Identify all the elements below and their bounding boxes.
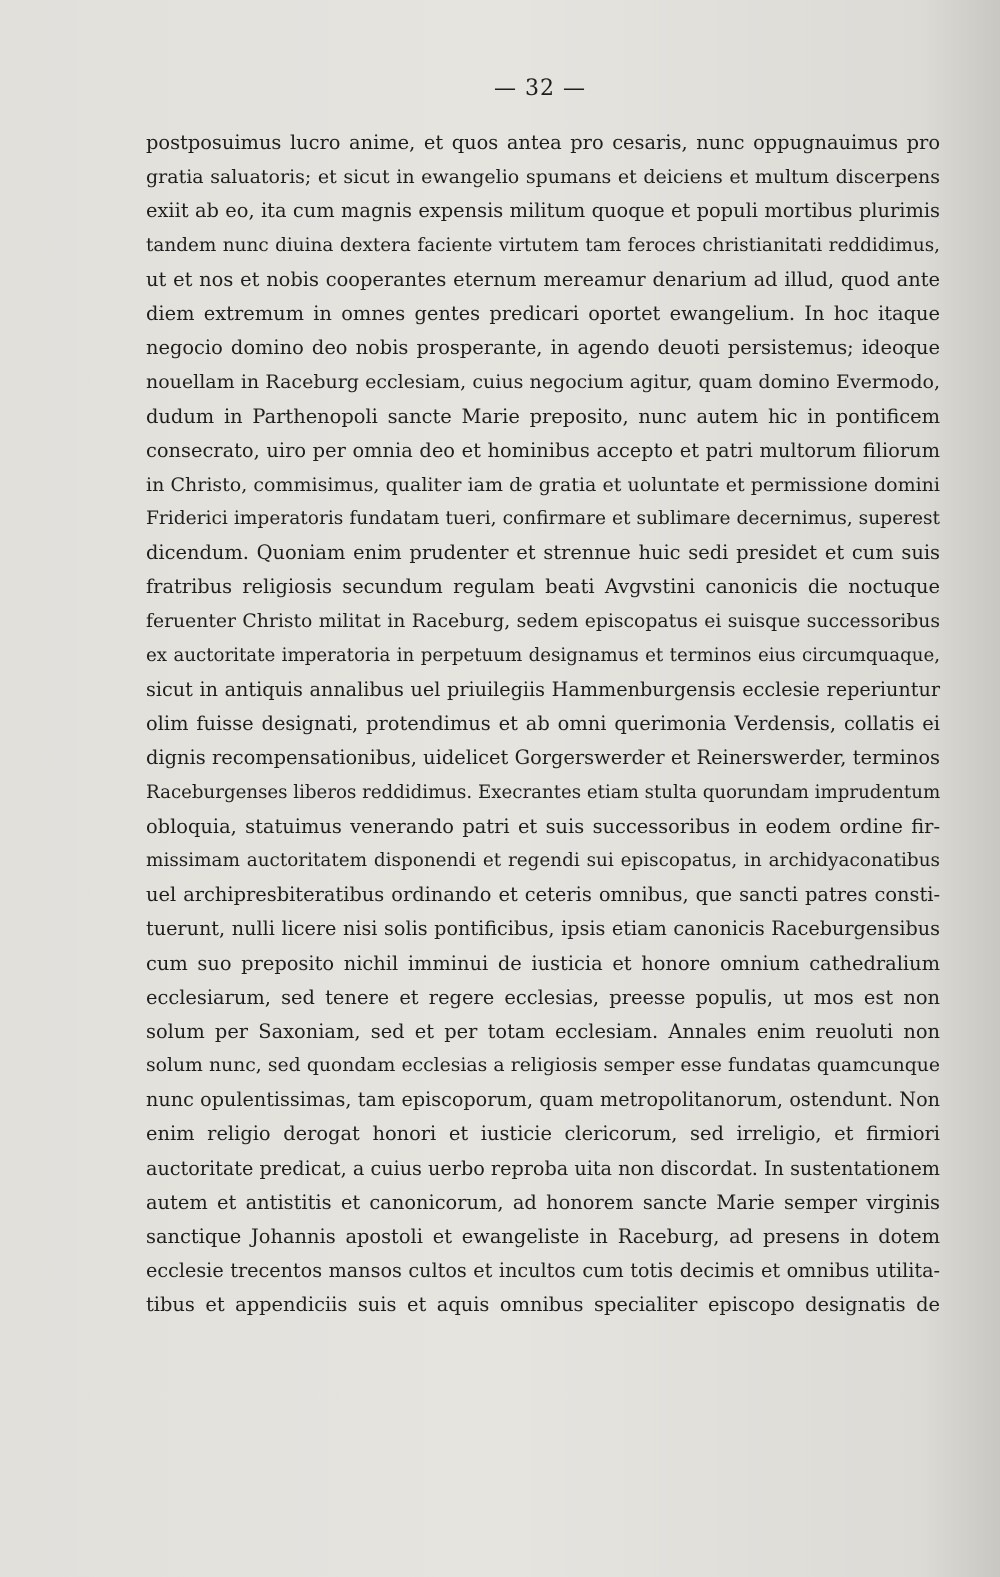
text-line: olim fuisse designati, protendimus et ab omni querimonia Verdensis, collatis ei: [146, 712, 940, 736]
text-line: ecclesie trecentos mansos cultos et incultos cum totis decimis et omnibus utilita-: [146, 1259, 940, 1283]
text-line: feruenter Christo militat in Raceburg, sedem episcopatus ei suisque successoribus: [146, 610, 940, 632]
text-line: solum nunc, sed quondam ecclesias a religiosis semper esse fundatas quamcunque: [146, 1055, 940, 1077]
text-line: Raceburgenses liberos reddidimus. Execrantes etiam stulta quorundam imprudentum: [146, 781, 941, 803]
text-line: consecrato, uiro per omnia deo et hominibus accepto et patri multorum filiorum: [146, 438, 940, 462]
text-line: dudum in Parthenopoli sancte Marie preposito, nunc autem hic in pontificem: [146, 404, 940, 428]
text-line: gratia saluatoris; et sicut in ewangelio spumans et deiciens et multum discerpens: [146, 166, 940, 189]
text-line: sanctique Johannis apostoli et ewangeliste in Raceburg, ad presens in dotem: [146, 1225, 940, 1248]
text-line: autem et antistitis et canonicorum, ad honorem sancte Marie semper virginis: [146, 1190, 940, 1214]
text-line: solum per Saxoniam, sed et per totam ecclesiam. Annales enim reuoluti non: [146, 1019, 940, 1043]
text-line: postposuimus lucro anime, et quos antea pro cesaris, nunc oppugnauimus pro: [146, 131, 940, 154]
text-line: nouellam in Raceburg ecclesiam, cuius negocium agitur, quam domino Evermodo,: [146, 371, 940, 394]
text-line: ex auctoritate imperatoria in perpetuum designamus et terminos eius circumquaque,: [146, 644, 940, 666]
text-line: ecclesiarum, sed tenere et regere ecclesias, preesse populis, ut mos est non: [146, 985, 940, 1009]
text-line: in Christo, commisimus, qualiter iam de gratia et uoluntate et permissione domini: [146, 473, 940, 496]
text-line: uel archipresbiteratibus ordinando et ceteris omnibus, que sancti patres consti-: [146, 883, 940, 907]
text-line: tibus et appendiciis suis et aquis omnibus specialiter episcopo designatis de: [146, 1293, 940, 1317]
page-number: — 32 —: [494, 76, 586, 101]
text-line: cum suo preposito nichil imminui de iusticia et honore omnium cathedralium: [146, 951, 940, 975]
text-line: dicendum. Quoniam enim prudenter et strennue huic sedi presidet et cum suis: [146, 541, 940, 565]
text-line: obloquia, statuimus venerando patri et suis successoribus in eodem ordine fir-: [146, 814, 940, 838]
text-line: negocio domino deo nobis prosperante, in agendo deuoti persistemus; ideoque: [146, 336, 940, 360]
body-text: [146, 126, 940, 1323]
text-line: tuerunt, nulli licere nisi solis pontificibus, ipsis etiam canonicis Raceburgensibus: [146, 917, 940, 941]
text-line: exiit ab eo, ita cum magnis expensis militum quoque et populi mortibus plurimis: [146, 199, 940, 223]
text-line: nunc opulentissimas, tam episcoporum, quam metropolitanorum, ostendunt. Non: [146, 1088, 940, 1112]
text-line: sicut in antiquis annalibus uel priuilegiis Hammenburgensis ecclesie reperiuntur: [146, 678, 940, 701]
text-line: Friderici imperatoris fundatam tueri, confirmare et sublimare decernimus, superest: [146, 508, 940, 530]
text-line: tandem nunc diuina dextera faciente virtutem tam feroces christianitati reddidimus,: [146, 234, 940, 256]
text-line: fratribus religiosis secundum regulam beati Avgvstini canonicis die noctuque: [146, 575, 940, 599]
text-line: missimam auctoritatem disponendi et regendi sui episcopatus, in archidyaconatibus: [146, 849, 940, 871]
text-line: ut et nos et nobis cooperantes eternum mereamur denarium ad illud, quod ante: [146, 267, 940, 291]
text-line: enim religio derogat honori et iusticie clericorum, sed irreligio, et firmiori: [146, 1122, 940, 1146]
text-line: dignis recompensationibus, uidelicet Gorgerswerder et Reinerswerder, terminos: [146, 746, 940, 770]
text-line: diem extremum in omnes gentes predicari oportet ewangelium. In hoc itaque: [146, 301, 940, 325]
text-line: auctoritate predicat, a cuius uerbo reproba uita non discordat. In sustentationem: [146, 1156, 940, 1180]
